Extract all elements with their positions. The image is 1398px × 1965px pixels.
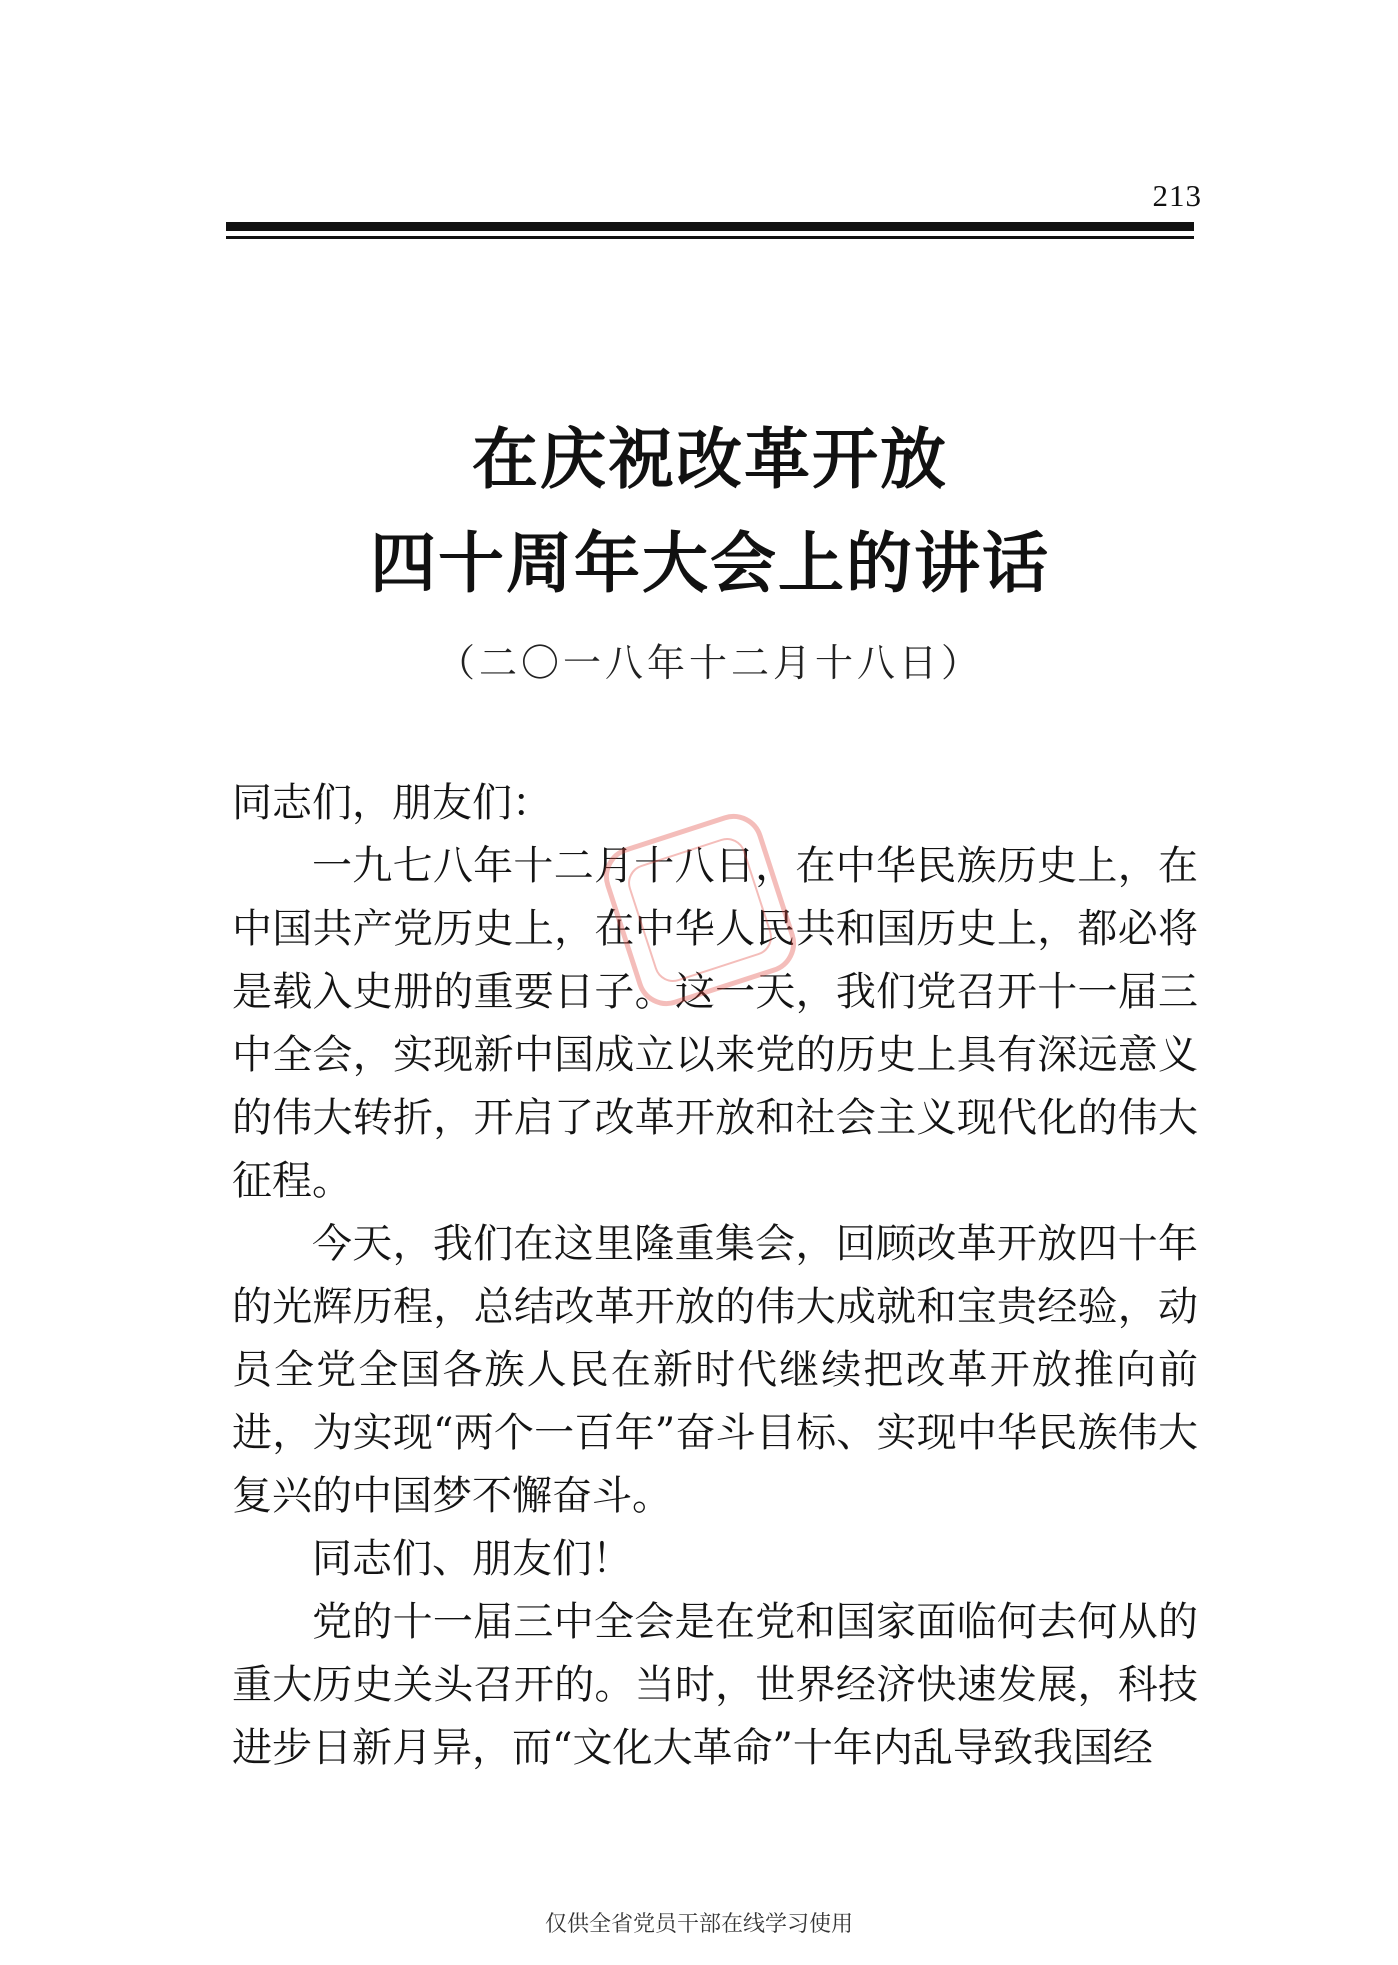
salutation: 同志们，朋友们： (232, 780, 552, 826)
header-rule-thick (226, 222, 1194, 231)
speech-date: （二〇一八年十二月十八日） (436, 641, 983, 685)
paragraph: 党的十一届三中全会是在党和国家面临何去何从的重大历史关头召开的。当时，世界经济快速发展，科技进步日新月异，而“文化大革命”十年内乱导致我国经 (232, 1599, 1198, 1771)
speech-body (232, 772, 1198, 1780)
salutation-repeat: 同志们、朋友们！ (312, 1536, 632, 1582)
paragraph: 一九七八年十二月十八日，在中华民族历史上，在中国共产党历史上，在中华人民共和国历史上，都必将是载入史册的重要日子。这一天，我们党召开十一届三中全会，实现新中国成立以来党的历史上具有深远意义的伟大转折，开启了改革开放和社会主义现代化的伟大征程。 (232, 843, 1198, 1204)
page-title (226, 408, 1194, 616)
title-line-2: 四十周年大会上的讲话 (370, 525, 1050, 602)
paragraph: 今天，我们在这里隆重集会，回顾改革开放四十年的光辉历程，总结改革开放的伟大成就和宝贵经验，动员全党全国各族人民在新时代继续把改革开放推向前进，为实现“两个一百年”奋斗目标、实现中华民族伟大复兴的中国梦不懈奋斗。 (232, 1221, 1198, 1519)
header-rule-thin (226, 236, 1194, 239)
title-line-1: 在庆祝改革开放 (472, 421, 948, 498)
footer-note: 仅供全省党员干部在线学习使用 (544, 1912, 853, 1937)
page-number: 213 (1152, 178, 1202, 213)
